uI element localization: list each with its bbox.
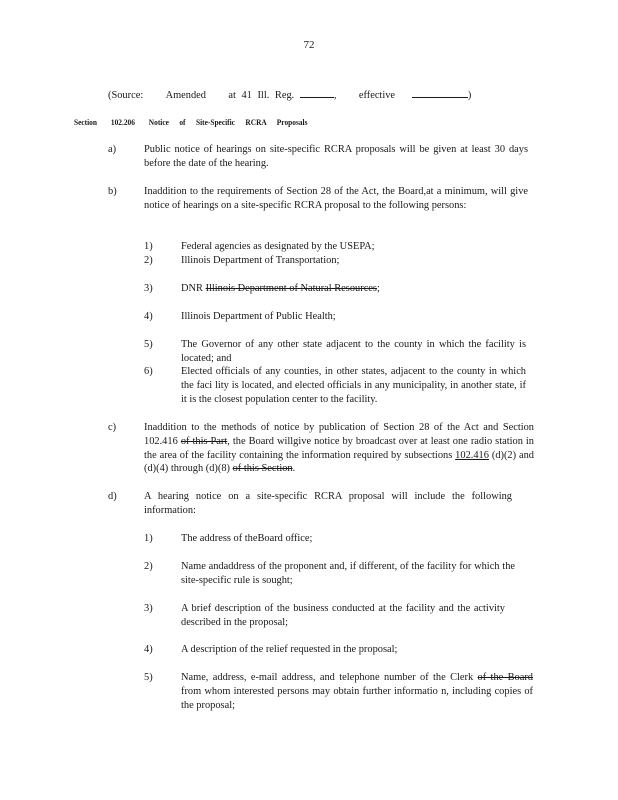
- subsection-a-label: a): [108, 144, 117, 155]
- d-item-2-label: 2): [144, 561, 153, 572]
- b-item-6-label: 6): [144, 366, 153, 377]
- subsection-c-label: c): [108, 422, 117, 433]
- b-item-5-text: The Governor of any other state adjacent to the county in which the facility is located; and: [181, 339, 526, 364]
- b-item-2-text: Illinois Department of Transportation;: [181, 255, 340, 266]
- c-text-4: .: [292, 463, 296, 475]
- section-title: Notice of Site-Specific RCRA Proposals: [148, 117, 308, 127]
- subsection-b-label: b): [108, 186, 117, 197]
- d-item-5-text: [181, 671, 533, 712]
- c-deleted-1: of this Part: [180, 435, 228, 447]
- d-item-1-label: 1): [144, 533, 153, 544]
- d-item-4-label: 4): [144, 644, 153, 655]
- subsection-d-text: A hearing notice on a site-specific RCRA proposal will include the following information:: [144, 491, 512, 516]
- b-item-3-text: [181, 282, 526, 296]
- b-item-4-text: Illinois Department of Public Health;: [181, 311, 336, 322]
- b-item-2-label: 2): [144, 255, 153, 266]
- b-item-1-text: Federal agencies as designated by the USEPA;: [181, 241, 375, 252]
- subsection-c-text: [144, 421, 534, 476]
- subsection-d-label: d): [108, 491, 117, 502]
- b-item-6-text: Elected officials of any counties, in other states, adjacent to the county in which the faci lity is located, and elected officials in any municipality, in another state, if it is the closest population center to the facility.: [181, 366, 526, 405]
- d-item-5-text-2: from whom interested persons may obtain further informatio n, including copies of the proposal;: [181, 685, 533, 711]
- d-item-4-text: A description of the relief requested in the proposal;: [181, 644, 398, 655]
- source-effective: effective: [358, 90, 396, 101]
- b-item-1-label: 1): [144, 241, 153, 252]
- d-item-5-text-1: Name, address, e-mail address, and telephone number of the Clerk: [181, 672, 474, 683]
- d-item-1-text: The address of theBoard office;: [181, 533, 313, 544]
- section-heading: [74, 117, 320, 128]
- subsection-b-text: Inaddition to the requirements of Section 28 of the Act, the Board,at a minimum, will give notice of hearings on a site-specific RCRA proposal to the following persons:: [144, 186, 528, 211]
- b-item-3-pre: DNR: [181, 283, 203, 294]
- c-inserted-1: 102.416: [455, 449, 489, 461]
- effective-blank: [412, 88, 468, 98]
- source-close: ): [467, 90, 472, 101]
- d-item-3-text: A brief description of the business conducted at the facility and the activity described in the proposal;: [181, 603, 505, 628]
- b-item-3-post: ;: [376, 283, 380, 294]
- source-prefix: (Source:: [108, 90, 144, 101]
- c-text-3: (d)(2) and (d)(4) through (d)(8): [144, 449, 534, 475]
- d-item-2-text: Name andaddress of the proponent and, if different, of the facility for which the site-specific rule is sought;: [181, 561, 515, 586]
- source-amended: Amended: [165, 90, 206, 101]
- register-blank: [300, 88, 334, 98]
- d-item-5-label: 5): [144, 672, 153, 683]
- section-word: Section: [74, 117, 97, 127]
- d-item-3-label: 3): [144, 603, 153, 614]
- d-item-5-deleted: of the Board: [477, 672, 533, 683]
- c-deleted-2: of this Section: [232, 463, 293, 475]
- subsection-a-text: Public notice of hearings on site-specific RCRA proposals will be given at least 30 days before the date of the hearing.: [144, 144, 528, 169]
- b-item-3-deleted: Illinois Department of Natural Resources: [205, 283, 377, 294]
- c-text-1: Inaddition to the methods of notice by publication of Section 28 of the Act and Section 102.416: [144, 422, 534, 447]
- page-number: 72: [303, 39, 315, 51]
- source-register: at 41 Ill. Reg.: [228, 90, 295, 101]
- b-item-5-label: 5): [144, 339, 153, 350]
- source-note: [108, 88, 471, 103]
- section-number: 102.206: [110, 117, 135, 127]
- b-item-4-label: 4): [144, 311, 153, 322]
- source-separator: ,: [333, 90, 337, 101]
- c-text-2: , the Board willgive notice by broadcast over at least one radio station in the area of the facility containing the information required by subsections: [144, 435, 534, 461]
- b-item-3-label: 3): [144, 283, 153, 294]
